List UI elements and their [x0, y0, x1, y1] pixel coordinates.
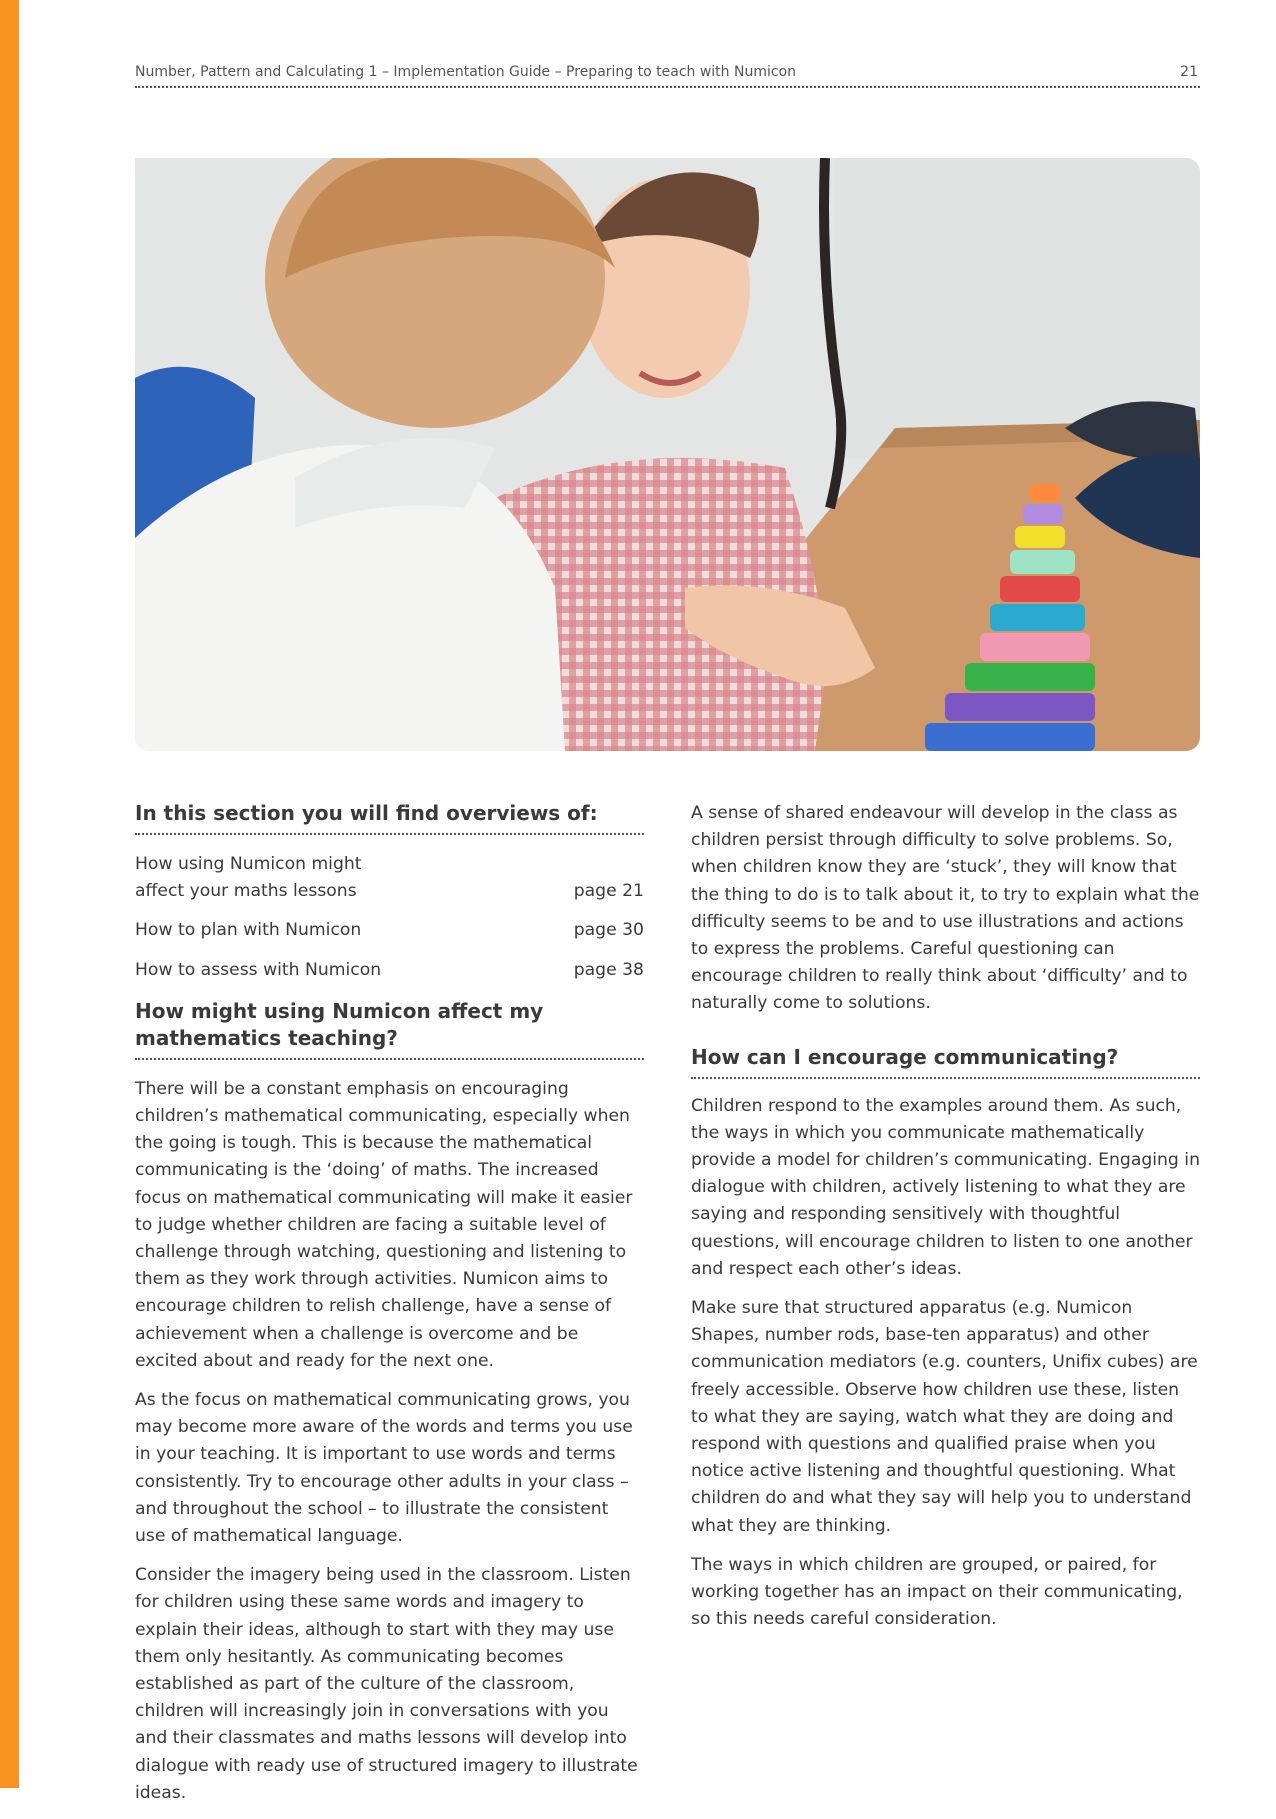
toc-item — [135, 957, 644, 984]
body-paragraph: A sense of shared endeavour will develop in the class as children persist through difficulty to solve problems. So, when children know they are ‘stuck’, they will know that the thing to do is to talk about it, to try to explain what the difficulty seems to be and to use illustrations and actions to express the problems. Careful questioning can encourage children to really think about ‘difficulty’ and to naturally come to solutions. — [691, 803, 1200, 1014]
body-paragraph: Children respond to the examples around them. As such, the ways in which you communicate mathematically provide a model for children’s communicating. Engaging in dialogue with children, actively listening to what they are saying and responding sensitively with thoughtful questions, will encourage children to listen to one another and respect each other’s ideas. — [691, 1095, 1200, 1279]
toc-item-label: How to assess with Numicon — [135, 959, 382, 980]
body-paragraph: Consider the imagery being used in the classroom. Listen for children using these same words and imagery to explain their ideas, although to start with they may use them only hesitantly. As communicating becomes established as part of the culture of the classroom, children will increasingly join in conversations with you and their classmates and maths lessons will develop into dialogue with ready use of structured imagery to illustrate ideas. — [135, 1565, 638, 1803]
left-column — [135, 800, 644, 1819]
running-header — [135, 60, 1200, 88]
toc-item — [135, 917, 644, 944]
body-paragraph: The ways in which children are grouped, or paired, for working together has an impact on their communicating, so this needs careful consideration. — [691, 1554, 1183, 1630]
page-number: 21 — [1180, 64, 1198, 80]
body-paragraph: Make sure that structured apparatus (e.g. Numicon Shapes, number rods, base-ten apparatus) and other communication mediators (e.g. counters, Unifix cubes) are freely accessible. Observe how children use these, listen to what they are saying, watch what they are doing and respond with questions and qualified praise when you notice active listening and thoughtful questioning. What children do and what they say will help you to understand what they are thinking. — [691, 1298, 1198, 1536]
overview-heading: In this section you will find overviews of: — [135, 800, 644, 835]
classroom-photo — [135, 158, 1200, 751]
toc-item-page: page 21 — [573, 881, 644, 902]
header-title: Number, Pattern and Calculating 1 – Implementation Guide – Preparing to teach with Numicon — [135, 64, 797, 80]
toc-item-label: How to plan with Numicon — [135, 920, 362, 941]
body-paragraph: As the focus on mathematical communicating grows, you may become more aware of the words and terms you use in your teaching. It is important to use words and terms consistently. Try to encourage other adults in your class – and throughout the school – to illustrate the consistent use of mathematical language. — [135, 1390, 633, 1547]
toc-item-label: How using Numicon might affect your maths lessons — [135, 854, 362, 902]
body-paragraph: There will be a constant emphasis on encouraging children’s mathematical communicating, especially when the going is tough. This is because the mathematical communicating is the ‘doing’ of maths. The increased focus on mathematical communicating will make it easier to judge whether children are facing a suitable level of challenge through watching, questioning and listening to them as they work through activities. Numicon aims to encourage children to relish challenge, have a sense of achievement when a challenge is overcome and be excited about and ready for the next one. — [135, 1078, 633, 1371]
section-heading: How can I encourage communicating? — [691, 1044, 1200, 1079]
right-column — [691, 800, 1200, 1645]
section-heading: How might using Numicon affect my mathematics teaching? — [135, 998, 644, 1060]
toc-item — [135, 851, 644, 905]
orange-side-bar — [0, 0, 19, 1788]
toc-item-page: page 38 — [573, 959, 644, 980]
toc-item-page: page 30 — [573, 920, 644, 941]
